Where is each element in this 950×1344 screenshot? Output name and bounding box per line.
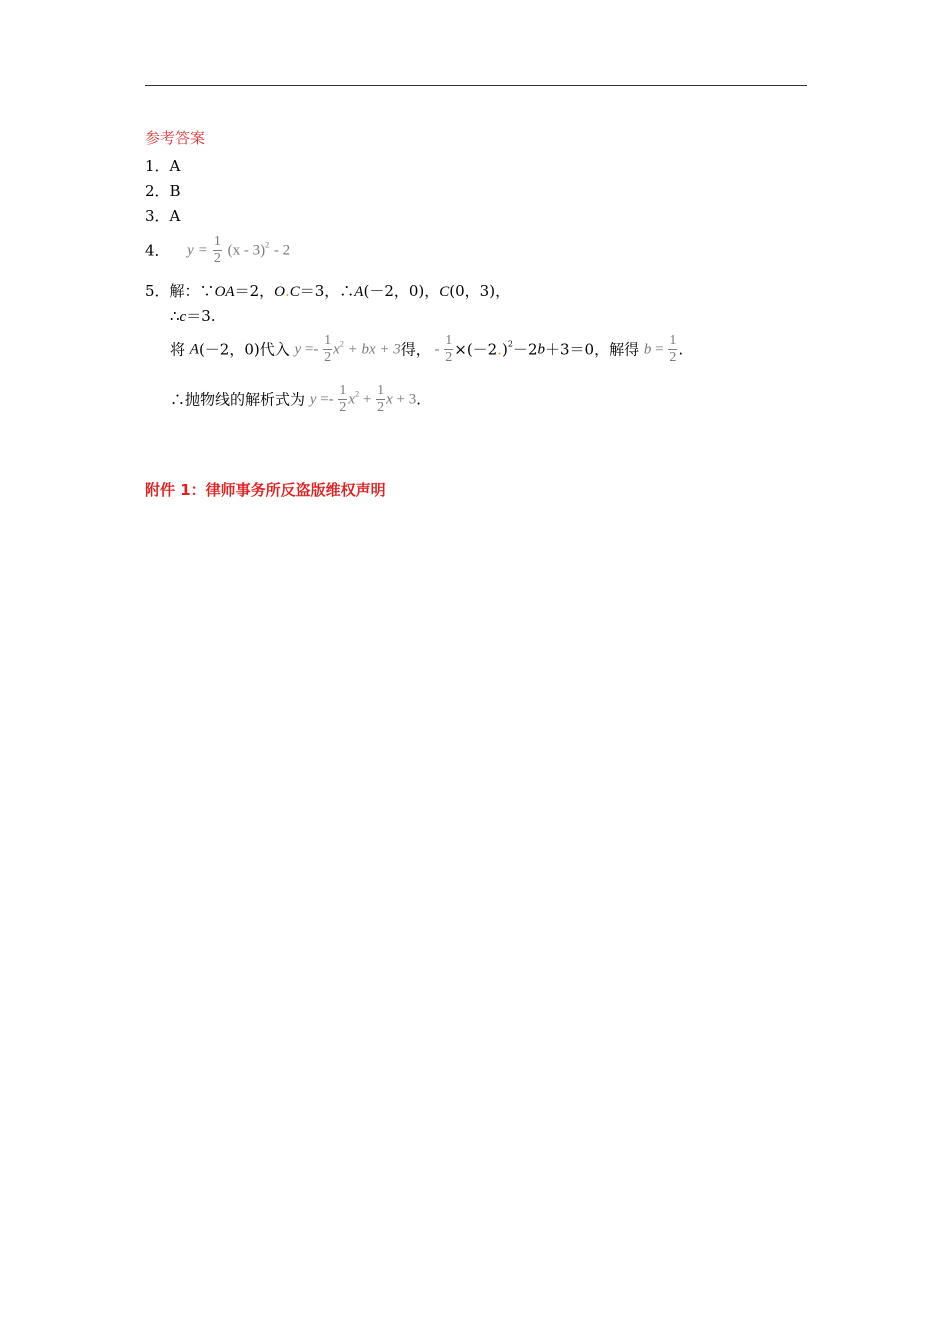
text-segment: ＝3，∴ — [299, 282, 355, 300]
text-segment: ∴抛物线的解析式为 — [170, 390, 310, 409]
var-c: C — [439, 284, 450, 300]
formula-fraction — [668, 333, 677, 366]
answer-number: 1． — [145, 157, 170, 175]
var-a: A — [354, 284, 364, 300]
formula-var-y: y — [309, 391, 317, 408]
header-rule — [145, 85, 807, 86]
fraction-denominator: 2 — [324, 350, 332, 365]
formula-var-y: y — [187, 242, 194, 259]
formula-plus: + — [359, 391, 376, 408]
text-segment: (－2，0)， — [363, 282, 440, 300]
formula-equals: =- — [316, 391, 338, 408]
fraction-numerator: 1 — [324, 333, 332, 348]
formula-equals: = — [651, 341, 668, 358]
formula-var-x: x — [348, 391, 356, 408]
text-segment: 将 — [170, 340, 190, 359]
text-segment: ＝2， — [234, 282, 275, 300]
formula-tail: - 2 — [273, 242, 291, 259]
text-segment: ＝3. — [186, 307, 216, 325]
answer-1 — [145, 157, 180, 175]
answer-number: 5． — [145, 282, 170, 300]
appendix-heading: 附件 1：律师事务所反盗版维权声明 — [145, 481, 386, 499]
formula-var-b: b — [643, 341, 652, 358]
text-segment: －2 — [512, 340, 538, 359]
fraction-numerator: 1 — [445, 333, 453, 348]
fraction-denominator: 2 — [213, 251, 221, 266]
fraction-denominator: 2 — [339, 400, 347, 415]
fraction-numerator: 1 — [339, 383, 347, 398]
formula-var-x: x — [386, 391, 393, 408]
answer-number: 4． — [145, 241, 170, 260]
fraction-numerator: 1 — [669, 333, 677, 348]
answer-5-line-2 — [170, 307, 216, 326]
period: . — [678, 340, 684, 359]
formula-equals: = — [198, 242, 208, 259]
var-c: c — [179, 309, 187, 325]
text-segment: ＋3＝0，解得 — [545, 340, 644, 359]
exponent: 2 — [507, 339, 513, 349]
formula-fraction — [444, 333, 453, 366]
formula-var-y: y — [294, 341, 302, 358]
answer-4 — [145, 234, 290, 267]
answer-5-line-3 — [170, 333, 683, 366]
formula-fraction — [338, 383, 347, 416]
formula-negative: - — [430, 341, 444, 358]
formula-fraction — [376, 383, 385, 416]
text-segment: (－2，0)代入 — [198, 340, 295, 359]
fraction-numerator: 1 — [213, 234, 221, 249]
text-segment: ×(－2 — [454, 340, 498, 359]
formula-rest: + 3 — [392, 391, 417, 408]
formula-equals: =- — [301, 341, 323, 358]
fraction-denominator: 2 — [377, 400, 385, 415]
formula-exponent: 2 — [265, 240, 270, 250]
fraction-numerator: 1 — [377, 383, 385, 398]
fraction-denominator: 2 — [669, 350, 677, 365]
therefore-symbol: ∴ — [170, 307, 180, 325]
formula-exponent: 2 — [339, 339, 344, 349]
answer-text: A — [169, 207, 181, 225]
var-o: O — [274, 284, 285, 300]
period: . — [416, 390, 421, 409]
formula-exponent: 2 — [355, 389, 360, 399]
orange-dot: . — [497, 340, 502, 359]
answer-number: 3． — [145, 207, 170, 225]
orange-dot: . — [284, 282, 290, 300]
answer-3 — [145, 207, 180, 225]
answers-title: 参考答案 — [145, 129, 206, 147]
answer-5-line-4 — [170, 383, 421, 416]
formula-fraction — [323, 333, 332, 366]
formula-rest: + bx + 3 — [343, 341, 401, 358]
text-segment: 解：∵ — [169, 282, 215, 300]
answer-number: 2． — [145, 182, 170, 200]
answer-2 — [145, 182, 181, 200]
formula-fraction — [213, 234, 222, 267]
text-segment: ) — [502, 340, 508, 359]
var-a: A — [189, 341, 199, 358]
formula-var-x: x — [333, 341, 340, 358]
text-segment: 得， — [400, 340, 431, 359]
formula-body: (x - 3) — [227, 242, 266, 259]
var-c: C — [289, 284, 300, 300]
answer-text: B — [169, 182, 181, 200]
fraction-denominator: 2 — [445, 350, 453, 365]
answer-text: A — [169, 157, 181, 175]
text-segment: (0，3)， — [449, 282, 511, 300]
answer-5-line-1 — [145, 282, 510, 301]
var-oa: OA — [214, 284, 235, 300]
var-b: b — [537, 341, 545, 358]
